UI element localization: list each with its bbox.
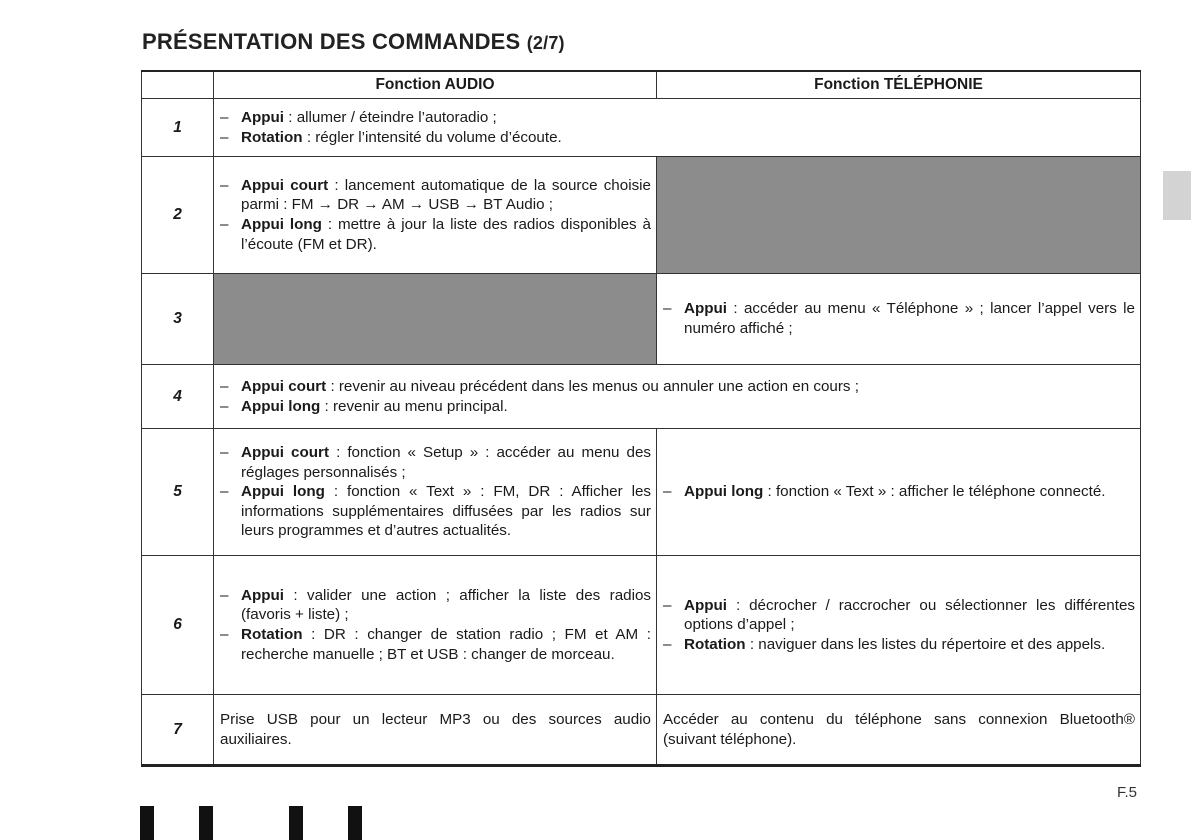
audio-cell: Prise USB pour un lecteur MP3 ou des sources audio auxiliaires. <box>214 695 657 766</box>
list-item: – Appui long : mettre à jour la liste des radios disponibles à l’écoute (FM et DR). <box>220 215 651 254</box>
telephony-cell-empty <box>657 157 1141 274</box>
table-row <box>142 695 1141 766</box>
table-header-row <box>142 71 1141 99</box>
list-item: – Appui long : revenir au menu principal. <box>220 397 1135 417</box>
page-title-main: PRÉSENTATION DES COMMANDES <box>142 29 521 54</box>
controls-table <box>141 70 1141 767</box>
list-item: – Appui : allumer / éteindre l’autoradio ; <box>220 108 1135 128</box>
list-item: – Rotation : naviguer dans les listes du répertoire et des appels. <box>663 635 1135 655</box>
page-title <box>142 29 565 55</box>
header-audio: Fonction AUDIO <box>214 71 657 99</box>
list-item: – Appui : décrocher / raccrocher ou sélectionner les différentes options d’appel ; <box>663 596 1135 635</box>
list-item: – Appui : valider une action ; afficher la liste des radios (favoris + liste) ; <box>220 586 651 625</box>
print-crop-mark <box>140 806 154 840</box>
row-number: 6 <box>142 556 214 695</box>
table-row <box>142 556 1141 695</box>
header-number <box>142 71 214 99</box>
telephony-cell <box>657 274 1141 365</box>
print-crop-mark <box>289 806 303 840</box>
list-item: – Appui long : fonction « Text » : afficher le téléphone connecté. <box>663 482 1135 502</box>
page-number: F.5 <box>1117 784 1138 801</box>
list-item: – Appui court : lancement automatique de la source choisie parmi : FM → DR → AM → USB → BT Audio ; <box>220 176 651 215</box>
row-number: 3 <box>142 274 214 365</box>
section-tab-marker <box>1163 171 1191 220</box>
audio-cell <box>214 429 657 556</box>
page-title-part: (2/7) <box>526 33 565 53</box>
list-item: – Rotation : DR : changer de station radio ; FM et AM : recherche manuelle ; BT et USB : changer de morceau. <box>220 625 651 664</box>
print-crop-mark <box>199 806 213 840</box>
list-item: – Appui long : fonction « Text » : FM, DR : Afficher les informations supplémentaires diffusées par les radios sur leurs programmes et d’autres actualités. <box>220 482 651 541</box>
table-row <box>142 365 1141 429</box>
table-row <box>142 274 1141 365</box>
audio-cell <box>214 556 657 695</box>
shared-cell <box>214 99 1141 157</box>
list-item: – Appui : accéder au menu « Téléphone » ; lancer l’appel vers le numéro affiché ; <box>663 299 1135 338</box>
table-row <box>142 99 1141 157</box>
print-crop-mark <box>348 806 362 840</box>
row-number: 4 <box>142 365 214 429</box>
telephony-cell: Accéder au contenu du téléphone sans connexion Bluetooth® (suivant téléphone). <box>657 695 1141 766</box>
row-number: 7 <box>142 695 214 766</box>
table-row <box>142 157 1141 274</box>
list-item: – Appui court : fonction « Setup » : accéder au menu des réglages personnalisés ; <box>220 443 651 482</box>
header-telephony: Fonction TÉLÉPHONIE <box>657 71 1141 99</box>
telephony-cell <box>657 556 1141 695</box>
row-number: 1 <box>142 99 214 157</box>
row-number: 5 <box>142 429 214 556</box>
shared-cell <box>214 365 1141 429</box>
row-number: 2 <box>142 157 214 274</box>
table-row <box>142 429 1141 556</box>
audio-cell-empty <box>214 274 657 365</box>
list-item: – Appui court : revenir au niveau précédent dans les menus ou annuler une action en cours ; <box>220 377 1135 397</box>
telephony-cell <box>657 429 1141 556</box>
list-item: – Rotation : régler l’intensité du volume d’écoute. <box>220 128 1135 148</box>
audio-cell <box>214 157 657 274</box>
